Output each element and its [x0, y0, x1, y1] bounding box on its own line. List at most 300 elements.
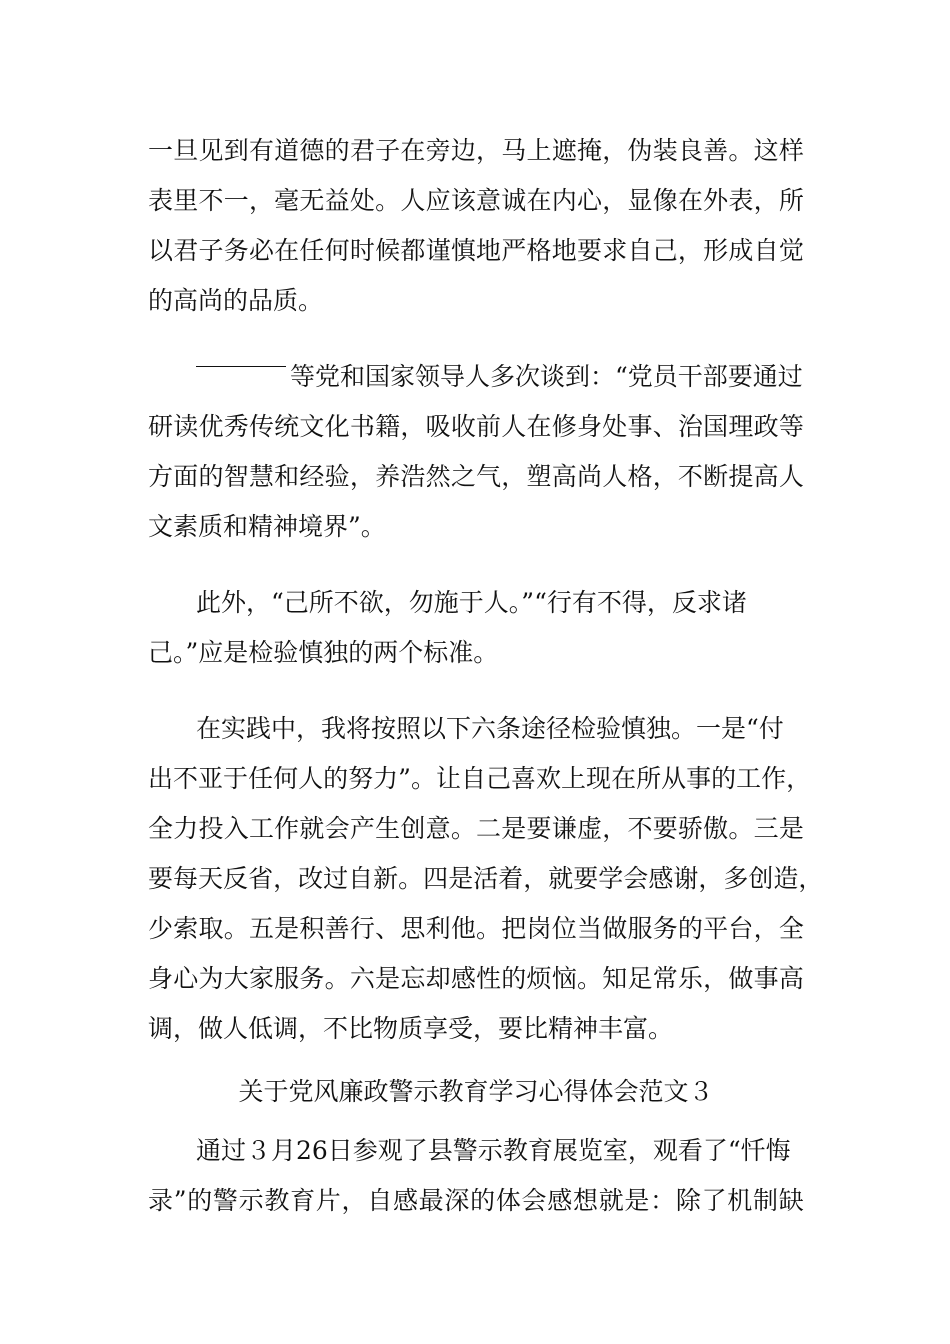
- glyph: 前: [476, 412, 502, 441]
- glyph: 索: [173, 914, 199, 943]
- glyph: 务: [652, 914, 678, 943]
- glyph: 。: [728, 136, 754, 165]
- glyph: 务: [299, 964, 325, 993]
- glyph: 教: [264, 1186, 290, 1215]
- glyph: 人: [778, 462, 804, 491]
- glyph: 自: [627, 236, 653, 265]
- glyph: 事: [753, 964, 779, 993]
- glyph: 这: [753, 136, 779, 165]
- glyph: 都: [400, 236, 426, 265]
- paragraph-3: [148, 578, 804, 678]
- glyph: 诚: [501, 186, 527, 215]
- glyph: 觉: [778, 236, 804, 265]
- glyph: 创: [400, 814, 426, 843]
- glyph: 性: [476, 964, 502, 993]
- glyph: 的: [677, 914, 703, 943]
- blank-underline: [196, 346, 286, 367]
- glyph: 意: [425, 814, 451, 843]
- glyph: 籍: [375, 412, 401, 441]
- glyph: 子: [198, 236, 224, 265]
- glyph: 利: [425, 914, 451, 943]
- glyph: 在: [526, 412, 552, 441]
- glyph: 国: [703, 412, 729, 441]
- glyph: 不: [677, 462, 703, 491]
- glyph: 让: [435, 764, 461, 793]
- glyph: ”: [173, 1186, 187, 1215]
- glyph: 是: [624, 1186, 650, 1215]
- glyph: 。: [450, 814, 476, 843]
- glyph: ，: [400, 412, 426, 441]
- glyph: 人: [298, 764, 324, 793]
- glyph: 君: [349, 136, 375, 165]
- glyph: 欢: [536, 764, 562, 793]
- glyph: 少: [148, 914, 174, 943]
- text-line: [148, 1176, 804, 1226]
- glyph: 的: [198, 462, 224, 491]
- glyph: 于: [223, 764, 249, 793]
- glyph: 的: [711, 764, 737, 793]
- glyph: ，: [703, 964, 729, 993]
- glyph: 谨: [425, 236, 451, 265]
- glyph: 一: [223, 186, 249, 215]
- glyph: 感: [450, 964, 476, 993]
- glyph: 上: [561, 764, 587, 793]
- text-line: [148, 804, 804, 854]
- glyph: 的: [501, 964, 527, 993]
- glyph: 候: [375, 236, 401, 265]
- glyph: 浩: [400, 462, 426, 491]
- glyph: 傲: [703, 814, 729, 843]
- text-line: [148, 904, 804, 954]
- glyph: 乐: [677, 964, 703, 993]
- glyph: 读: [173, 412, 199, 441]
- glyph: 收: [450, 412, 476, 441]
- glyph: 努: [348, 764, 374, 793]
- glyph: 做: [728, 964, 754, 993]
- glyph: 骄: [677, 814, 703, 843]
- glyph: 为: [198, 964, 224, 993]
- glyph: 着: [498, 864, 524, 893]
- glyph: 创: [748, 864, 774, 893]
- text-line: [148, 226, 804, 276]
- glyph: 出: [148, 764, 174, 793]
- glyph: 养: [375, 462, 401, 491]
- glyph: 旁: [425, 136, 451, 165]
- glyph: 知: [602, 964, 628, 993]
- glyph: ，: [602, 136, 628, 165]
- glyph: 三: [753, 814, 779, 843]
- glyph: 忘: [400, 964, 426, 993]
- text-line: [148, 754, 812, 804]
- glyph: 。: [410, 764, 436, 793]
- glyph: 录: [148, 1186, 174, 1215]
- glyph: 会: [623, 864, 649, 893]
- glyph: 提: [728, 462, 754, 491]
- glyph: 不: [198, 186, 224, 215]
- paragraph-2: [148, 352, 804, 552]
- glyph: 会: [324, 814, 350, 843]
- glyph: ，: [602, 814, 628, 843]
- text-line: 的高尚的品质。: [148, 286, 324, 315]
- glyph: 示: [238, 1186, 264, 1215]
- glyph: 最: [418, 1186, 444, 1215]
- glyph: 高: [551, 462, 577, 491]
- glyph: 吸: [425, 412, 451, 441]
- glyph: 益: [324, 186, 350, 215]
- glyph: 力: [373, 764, 399, 793]
- glyph: 尚: [576, 462, 602, 491]
- glyph: 生: [375, 814, 401, 843]
- glyph: 服: [627, 914, 653, 943]
- glyph: ，: [698, 864, 724, 893]
- glyph: 谦: [551, 814, 577, 843]
- glyph: 自: [753, 236, 779, 265]
- glyph: 每: [173, 864, 199, 893]
- glyph: ，: [248, 186, 274, 215]
- glyph: 虚: [576, 814, 602, 843]
- glyph: 位: [551, 914, 577, 943]
- glyph: ，: [273, 864, 299, 893]
- glyph: ，: [753, 914, 779, 943]
- glyph: 表: [148, 186, 174, 215]
- glyph: 感: [392, 1186, 418, 1215]
- glyph: 优: [198, 412, 224, 441]
- glyph: 自: [460, 764, 486, 793]
- glyph: 然: [425, 462, 451, 491]
- glyph: 到: [223, 136, 249, 165]
- glyph: 道: [274, 136, 300, 165]
- glyph: 修: [551, 412, 577, 441]
- glyph: 心: [173, 964, 199, 993]
- glyph: 格: [526, 236, 552, 265]
- glyph: 当: [576, 914, 602, 943]
- glyph: ，: [602, 186, 628, 215]
- glyph: 活: [473, 864, 499, 893]
- glyph: 家: [248, 964, 274, 993]
- glyph: 现: [586, 764, 612, 793]
- glyph: 求: [602, 236, 628, 265]
- glyph: 做: [602, 914, 628, 943]
- glyph: 台: [728, 914, 754, 943]
- glyph: 面: [173, 462, 199, 491]
- glyph: 地: [551, 236, 577, 265]
- glyph: 处: [349, 186, 375, 215]
- glyph: 、: [375, 914, 401, 943]
- glyph: 秀: [223, 412, 249, 441]
- glyph: 的: [324, 136, 350, 165]
- glyph: ，: [341, 1186, 367, 1215]
- glyph: 必: [248, 236, 274, 265]
- glyph: 时: [349, 236, 375, 265]
- glyph: 之: [450, 462, 476, 491]
- glyph: 是: [375, 964, 401, 993]
- glyph: 要: [576, 236, 602, 265]
- glyph: 、: [652, 412, 678, 441]
- glyph: 产: [349, 814, 375, 843]
- glyph: 常: [652, 964, 678, 993]
- glyph: 表: [728, 186, 754, 215]
- glyph: 上: [526, 136, 552, 165]
- glyph: 感: [547, 1186, 573, 1215]
- glyph: 边: [450, 136, 476, 165]
- glyph: 就: [548, 864, 574, 893]
- glyph: 事: [686, 764, 712, 793]
- glyph: 塑: [526, 462, 552, 491]
- glyph: 所: [636, 764, 662, 793]
- glyph: 研: [148, 412, 174, 441]
- glyph: 何: [324, 236, 350, 265]
- glyph: 片: [315, 1186, 341, 1215]
- glyph: 足: [627, 964, 653, 993]
- glyph: 人: [501, 412, 527, 441]
- glyph: 政: [753, 412, 779, 441]
- glyph: 显: [627, 186, 653, 215]
- glyph: 是: [274, 914, 300, 943]
- paragraph-5: [148, 1126, 804, 1226]
- glyph: 高: [778, 964, 804, 993]
- glyph: 处: [602, 412, 628, 441]
- glyph: 亚: [198, 764, 224, 793]
- glyph: 书: [349, 412, 375, 441]
- glyph: 岗: [526, 914, 552, 943]
- glyph: 形: [703, 236, 729, 265]
- glyph: 自: [367, 1186, 393, 1215]
- glyph: 是: [778, 814, 804, 843]
- glyph: ，: [677, 236, 703, 265]
- text-line: 调，做人低调，不比物质享受，要比精神丰富。: [148, 1014, 674, 1043]
- glyph: 就: [299, 814, 325, 843]
- glyph: 取: [198, 914, 224, 943]
- glyph: 己: [485, 764, 511, 793]
- glyph: 何: [273, 764, 299, 793]
- glyph: ，: [798, 864, 824, 893]
- glyph: 不: [173, 764, 199, 793]
- paragraph-1: [148, 126, 804, 326]
- text-line: 在实践中，我将按照以下六条途径检验慎独。一是“付: [196, 714, 784, 743]
- glyph: 智: [223, 462, 249, 491]
- glyph: 无: [299, 186, 325, 215]
- glyph: 有: [248, 136, 274, 165]
- glyph: 。: [375, 186, 401, 215]
- glyph: 是: [448, 864, 474, 893]
- glyph: 身: [148, 964, 174, 993]
- glyph: 入: [223, 814, 249, 843]
- glyph: 慧: [248, 462, 274, 491]
- glyph: 造: [773, 864, 799, 893]
- glyph: 会: [521, 1186, 547, 1215]
- glyph: 作: [761, 764, 787, 793]
- glyph: 外: [703, 186, 729, 215]
- glyph: 。: [728, 814, 754, 843]
- glyph: 善: [324, 914, 350, 943]
- glyph: 统: [274, 412, 300, 441]
- glyph: 样: [778, 136, 804, 165]
- glyph: 慎: [450, 236, 476, 265]
- glyph: 大: [223, 964, 249, 993]
- glyph: 高: [753, 462, 779, 491]
- glyph: 制: [753, 1186, 779, 1215]
- glyph: 伪: [627, 136, 653, 165]
- glyph: 德: [299, 136, 325, 165]
- glyph: 烦: [526, 964, 552, 993]
- glyph: 的: [187, 1186, 213, 1215]
- document-page: [148, 126, 824, 1226]
- text-line: [148, 176, 804, 226]
- text-line: [148, 954, 804, 1004]
- glyph: 二: [476, 814, 502, 843]
- text-line: [148, 452, 804, 502]
- glyph: 严: [501, 236, 527, 265]
- glyph: 任: [248, 764, 274, 793]
- glyph: 事: [627, 412, 653, 441]
- glyph: 谢: [673, 864, 699, 893]
- glyph: 人: [400, 186, 426, 215]
- text-line: 己。”应是检验慎独的两个标准。: [148, 638, 499, 667]
- glyph: 要: [526, 814, 552, 843]
- glyph: 毫: [274, 186, 300, 215]
- glyph: 气: [476, 462, 502, 491]
- glyph: 装: [652, 136, 678, 165]
- text-line: 通过３月26日参观了县警示教育展览室，观看了“忏悔: [196, 1136, 791, 1165]
- glyph: 成: [728, 236, 754, 265]
- glyph: 掩: [576, 136, 602, 165]
- text-line: 文素质和精神境界”。: [148, 512, 386, 541]
- glyph: 格: [627, 462, 653, 491]
- glyph: 经: [299, 462, 325, 491]
- glyph: 应: [425, 186, 451, 215]
- glyph: ，: [652, 462, 678, 491]
- glyph: 新: [373, 864, 399, 893]
- glyph: 六: [349, 964, 375, 993]
- glyph: 积: [299, 914, 325, 943]
- glyph: 过: [323, 864, 349, 893]
- glyph: 是: [501, 814, 527, 843]
- glyph: 行: [349, 914, 375, 943]
- glyph: 机: [727, 1186, 753, 1215]
- glyph: ，: [523, 864, 549, 893]
- glyph: 地: [476, 236, 502, 265]
- glyph: 治: [677, 412, 703, 441]
- glyph: 全: [148, 814, 174, 843]
- glyph: 警: [212, 1186, 238, 1215]
- glyph: 不: [627, 814, 653, 843]
- glyph: 务: [223, 236, 249, 265]
- glyph: ，: [753, 186, 779, 215]
- glyph: 善: [703, 136, 729, 165]
- glyph: 喜: [511, 764, 537, 793]
- text-line: 此外，“己所不欲，勿施于人。”“行有不得，反求诸: [196, 588, 747, 617]
- glyph: 传: [248, 412, 274, 441]
- text-line: [148, 402, 804, 452]
- text-line: [148, 854, 824, 904]
- glyph: 旦: [173, 136, 199, 165]
- glyph: 像: [652, 186, 678, 215]
- glyph: 就: [598, 1186, 624, 1215]
- glyph: 在: [274, 236, 300, 265]
- glyph: 要: [652, 814, 678, 843]
- glyph: 在: [611, 764, 637, 793]
- glyph: 内: [551, 186, 577, 215]
- glyph: 里: [173, 186, 199, 215]
- glyph: 力: [173, 814, 199, 843]
- glyph: 己: [652, 236, 678, 265]
- glyph: 以: [148, 236, 174, 265]
- glyph: ，: [786, 764, 812, 793]
- glyph: 学: [598, 864, 624, 893]
- glyph: 感: [648, 864, 674, 893]
- glyph: 全: [778, 914, 804, 943]
- glyph: 平: [703, 914, 729, 943]
- glyph: 。: [398, 864, 424, 893]
- glyph: 要: [573, 864, 599, 893]
- glyph: 。: [576, 964, 602, 993]
- glyph: 身: [576, 412, 602, 441]
- glyph: 多: [723, 864, 749, 893]
- glyph: ：: [650, 1186, 676, 1215]
- glyph: 作: [274, 814, 300, 843]
- glyph: 验: [324, 462, 350, 491]
- glyph: 从: [661, 764, 687, 793]
- glyph: 人: [602, 462, 628, 491]
- glyph: 在: [400, 136, 426, 165]
- text-line: [148, 126, 804, 176]
- glyph: 马: [501, 136, 527, 165]
- glyph: 省: [248, 864, 274, 893]
- glyph: 缺: [778, 1186, 804, 1215]
- glyph: 的: [323, 764, 349, 793]
- glyph: 等: [778, 412, 804, 441]
- paragraph-4: [148, 704, 824, 1054]
- section-heading: 关于党风廉政警示教育学习心得体会范文３: [238, 1077, 714, 1106]
- glyph: 自: [348, 864, 374, 893]
- glyph: 任: [299, 236, 325, 265]
- glyph: 在: [526, 186, 552, 215]
- glyph: 理: [728, 412, 754, 441]
- glyph: 和: [274, 462, 300, 491]
- glyph: ，: [476, 136, 502, 165]
- glyph: 在: [677, 186, 703, 215]
- glyph: 除: [675, 1186, 701, 1215]
- glyph: 意: [476, 186, 502, 215]
- glyph: 四: [423, 864, 449, 893]
- glyph: 子: [375, 136, 401, 165]
- glyph: 遮: [551, 136, 577, 165]
- glyph: ，: [349, 462, 375, 491]
- glyph: 。: [223, 914, 249, 943]
- glyph: 工: [736, 764, 762, 793]
- glyph: 该: [450, 186, 476, 215]
- glyph: 深: [444, 1186, 470, 1215]
- glyph: 思: [400, 914, 426, 943]
- glyph: 心: [576, 186, 602, 215]
- glyph: 方: [148, 462, 174, 491]
- glyph: 恼: [551, 964, 577, 993]
- glyph: 。: [324, 964, 350, 993]
- glyph: 把: [501, 914, 527, 943]
- glyph: 育: [290, 1186, 316, 1215]
- glyph: 服: [274, 964, 300, 993]
- glyph: 改: [298, 864, 324, 893]
- glyph: ，: [501, 462, 527, 491]
- glyph: 文: [299, 412, 325, 441]
- glyph: 了: [701, 1186, 727, 1215]
- glyph: 。: [476, 914, 502, 943]
- glyph: 化: [324, 412, 350, 441]
- glyph: 却: [425, 964, 451, 993]
- glyph: 想: [572, 1186, 598, 1215]
- glyph: 的: [470, 1186, 496, 1215]
- glyph: 他: [450, 914, 476, 943]
